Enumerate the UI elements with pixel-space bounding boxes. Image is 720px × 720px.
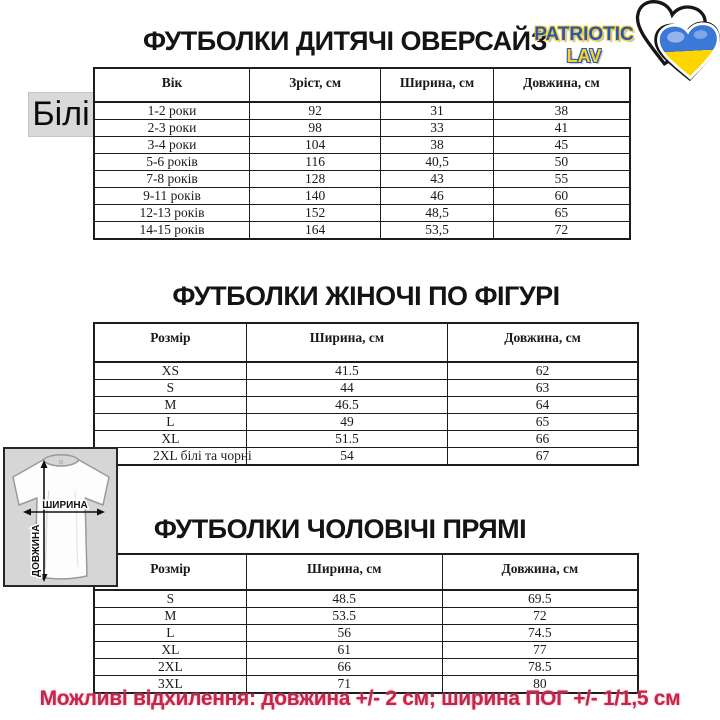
- table-cell: 38: [381, 137, 494, 154]
- column-header-width: Ширина, см: [381, 68, 494, 102]
- table-cell: 104: [249, 137, 380, 154]
- column-header-age: Вік: [94, 68, 249, 102]
- table-cell: XS: [94, 362, 246, 380]
- table-cell: 46.5: [246, 397, 447, 414]
- table-cell: 51.5: [246, 431, 447, 448]
- table-cell: 78.5: [442, 659, 638, 676]
- kids-size-table: [93, 67, 631, 240]
- women-table-body: [94, 362, 638, 465]
- table-cell: 69.5: [442, 590, 638, 608]
- table-cell: 44: [246, 380, 447, 397]
- table-cell: 66: [448, 431, 638, 448]
- column-header-length: Довжина, см: [442, 554, 638, 590]
- table-cell: 92: [249, 102, 380, 120]
- table-cell: XL: [94, 431, 246, 448]
- table-row: [94, 625, 638, 642]
- table-cell: 2-3 роки: [94, 120, 249, 137]
- table-cell: 3-4 роки: [94, 137, 249, 154]
- table-cell: 53.5: [246, 608, 442, 625]
- width-label: ШИРИНА: [42, 500, 88, 511]
- table-row: [94, 171, 630, 188]
- table-cell: 61: [246, 642, 442, 659]
- table-cell: M: [94, 608, 246, 625]
- table-cell: S: [94, 380, 246, 397]
- table-row: [94, 380, 638, 397]
- table-cell: 72: [442, 608, 638, 625]
- table-cell: L: [94, 414, 246, 431]
- table-cell: 64: [448, 397, 638, 414]
- table-cell: 7-8 років: [94, 171, 249, 188]
- length-label: ДОВЖИНА: [31, 524, 42, 577]
- table-cell: 5-6 років: [94, 154, 249, 171]
- table-cell: 67: [448, 448, 638, 466]
- header-row: [94, 68, 630, 102]
- table-row: [94, 659, 638, 676]
- table-cell: 40,5: [381, 154, 494, 171]
- table-row: [94, 154, 630, 171]
- hearts-ukraine-flag-icon: [628, 0, 720, 86]
- table-cell: 2XL білі та чорні: [94, 448, 246, 466]
- table-cell: 2XL: [94, 659, 246, 676]
- table-row: [94, 188, 630, 205]
- table-cell: 164: [249, 222, 380, 240]
- column-header-length: Довжина, см: [448, 323, 638, 362]
- table-cell: L: [94, 625, 246, 642]
- table-row: [94, 222, 630, 240]
- table-cell: 63: [448, 380, 638, 397]
- table-row: [94, 414, 638, 431]
- table-row: [94, 431, 638, 448]
- column-header-size: Розмір: [94, 323, 246, 362]
- table-cell: 48.5: [246, 590, 442, 608]
- table-cell: 12-13 років: [94, 205, 249, 222]
- kids-table-body: [94, 102, 630, 239]
- table-cell: 77: [442, 642, 638, 659]
- table-cell: XL: [94, 642, 246, 659]
- table-row: [94, 448, 638, 466]
- table-cell: 80: [442, 676, 638, 694]
- table-cell: 43: [381, 171, 494, 188]
- table-cell: 49: [246, 414, 447, 431]
- table-cell: 45: [493, 137, 630, 154]
- table-cell: 62: [448, 362, 638, 380]
- table-cell: 55: [493, 171, 630, 188]
- table-cell: 116: [249, 154, 380, 171]
- header-row: [94, 323, 638, 362]
- table-row: [94, 205, 630, 222]
- table-row: [94, 397, 638, 414]
- table-row: [94, 102, 630, 120]
- table-row: [94, 137, 630, 154]
- table-cell: 72: [493, 222, 630, 240]
- table-cell: 38: [493, 102, 630, 120]
- table-cell: 98: [249, 120, 380, 137]
- table-cell: 48,5: [381, 205, 494, 222]
- women-section-title: ФУТБОЛКИ ЖІНОЧІ ПО ФІГУРІ: [172, 281, 560, 311]
- table-cell: 152: [249, 205, 380, 222]
- table-cell: 33: [381, 120, 494, 137]
- women-size-table: [93, 322, 639, 466]
- table-row: [94, 590, 638, 608]
- table-cell: 41: [493, 120, 630, 137]
- table-cell: S: [94, 590, 246, 608]
- brand-name-line2: LAV: [566, 46, 602, 66]
- table-cell: 9-11 років: [94, 188, 249, 205]
- table-cell: 14-15 років: [94, 222, 249, 240]
- table-row: [94, 608, 638, 625]
- table-cell: 65: [493, 205, 630, 222]
- table-row: [94, 642, 638, 659]
- color-label-white: Білі: [28, 92, 94, 137]
- column-header-width: Ширина, см: [246, 323, 447, 362]
- table-cell: 54: [246, 448, 447, 466]
- table-cell: 3XL: [94, 676, 246, 694]
- table-cell: 53,5: [381, 222, 494, 240]
- column-header-length: Довжина, см: [493, 68, 630, 102]
- column-header-height: Зріст, см: [249, 68, 380, 102]
- men-table-body: [94, 590, 638, 693]
- table-cell: 31: [381, 102, 494, 120]
- men-size-table: [93, 553, 639, 694]
- table-cell: 140: [249, 188, 380, 205]
- kids-section-title: ФУТБОЛКИ ДИТЯЧІ ОВЕРСАЙЗ: [142, 26, 548, 56]
- table-cell: 128: [249, 171, 380, 188]
- tshirt-icon: [5, 449, 116, 585]
- table-cell: M: [94, 397, 246, 414]
- table-cell: 41.5: [246, 362, 447, 380]
- tolerance-note: Можливі відхилення: довжина +/- 2 см; ширина ПОГ +/- 1/1,5 см: [39, 687, 681, 710]
- table-cell: 71: [246, 676, 442, 694]
- column-header-size: Розмір: [94, 554, 246, 590]
- table-cell: 60: [493, 188, 630, 205]
- header-row: [94, 554, 638, 590]
- table-cell: 1-2 роки: [94, 102, 249, 120]
- table-cell: 65: [448, 414, 638, 431]
- tshirt-measure-diagram: [3, 447, 118, 587]
- column-header-width: Ширина, см: [246, 554, 442, 590]
- table-cell: 56: [246, 625, 442, 642]
- table-row: [94, 120, 630, 137]
- brand-name: PATRIOTIC: [534, 24, 634, 45]
- table-cell: 74.5: [442, 625, 638, 642]
- table-cell: 46: [381, 188, 494, 205]
- table-row: [94, 362, 638, 380]
- table-cell: 50: [493, 154, 630, 171]
- men-section-title: ФУТБОЛКИ ЧОЛОВІЧІ ПРЯМІ: [153, 514, 527, 544]
- table-cell: 66: [246, 659, 442, 676]
